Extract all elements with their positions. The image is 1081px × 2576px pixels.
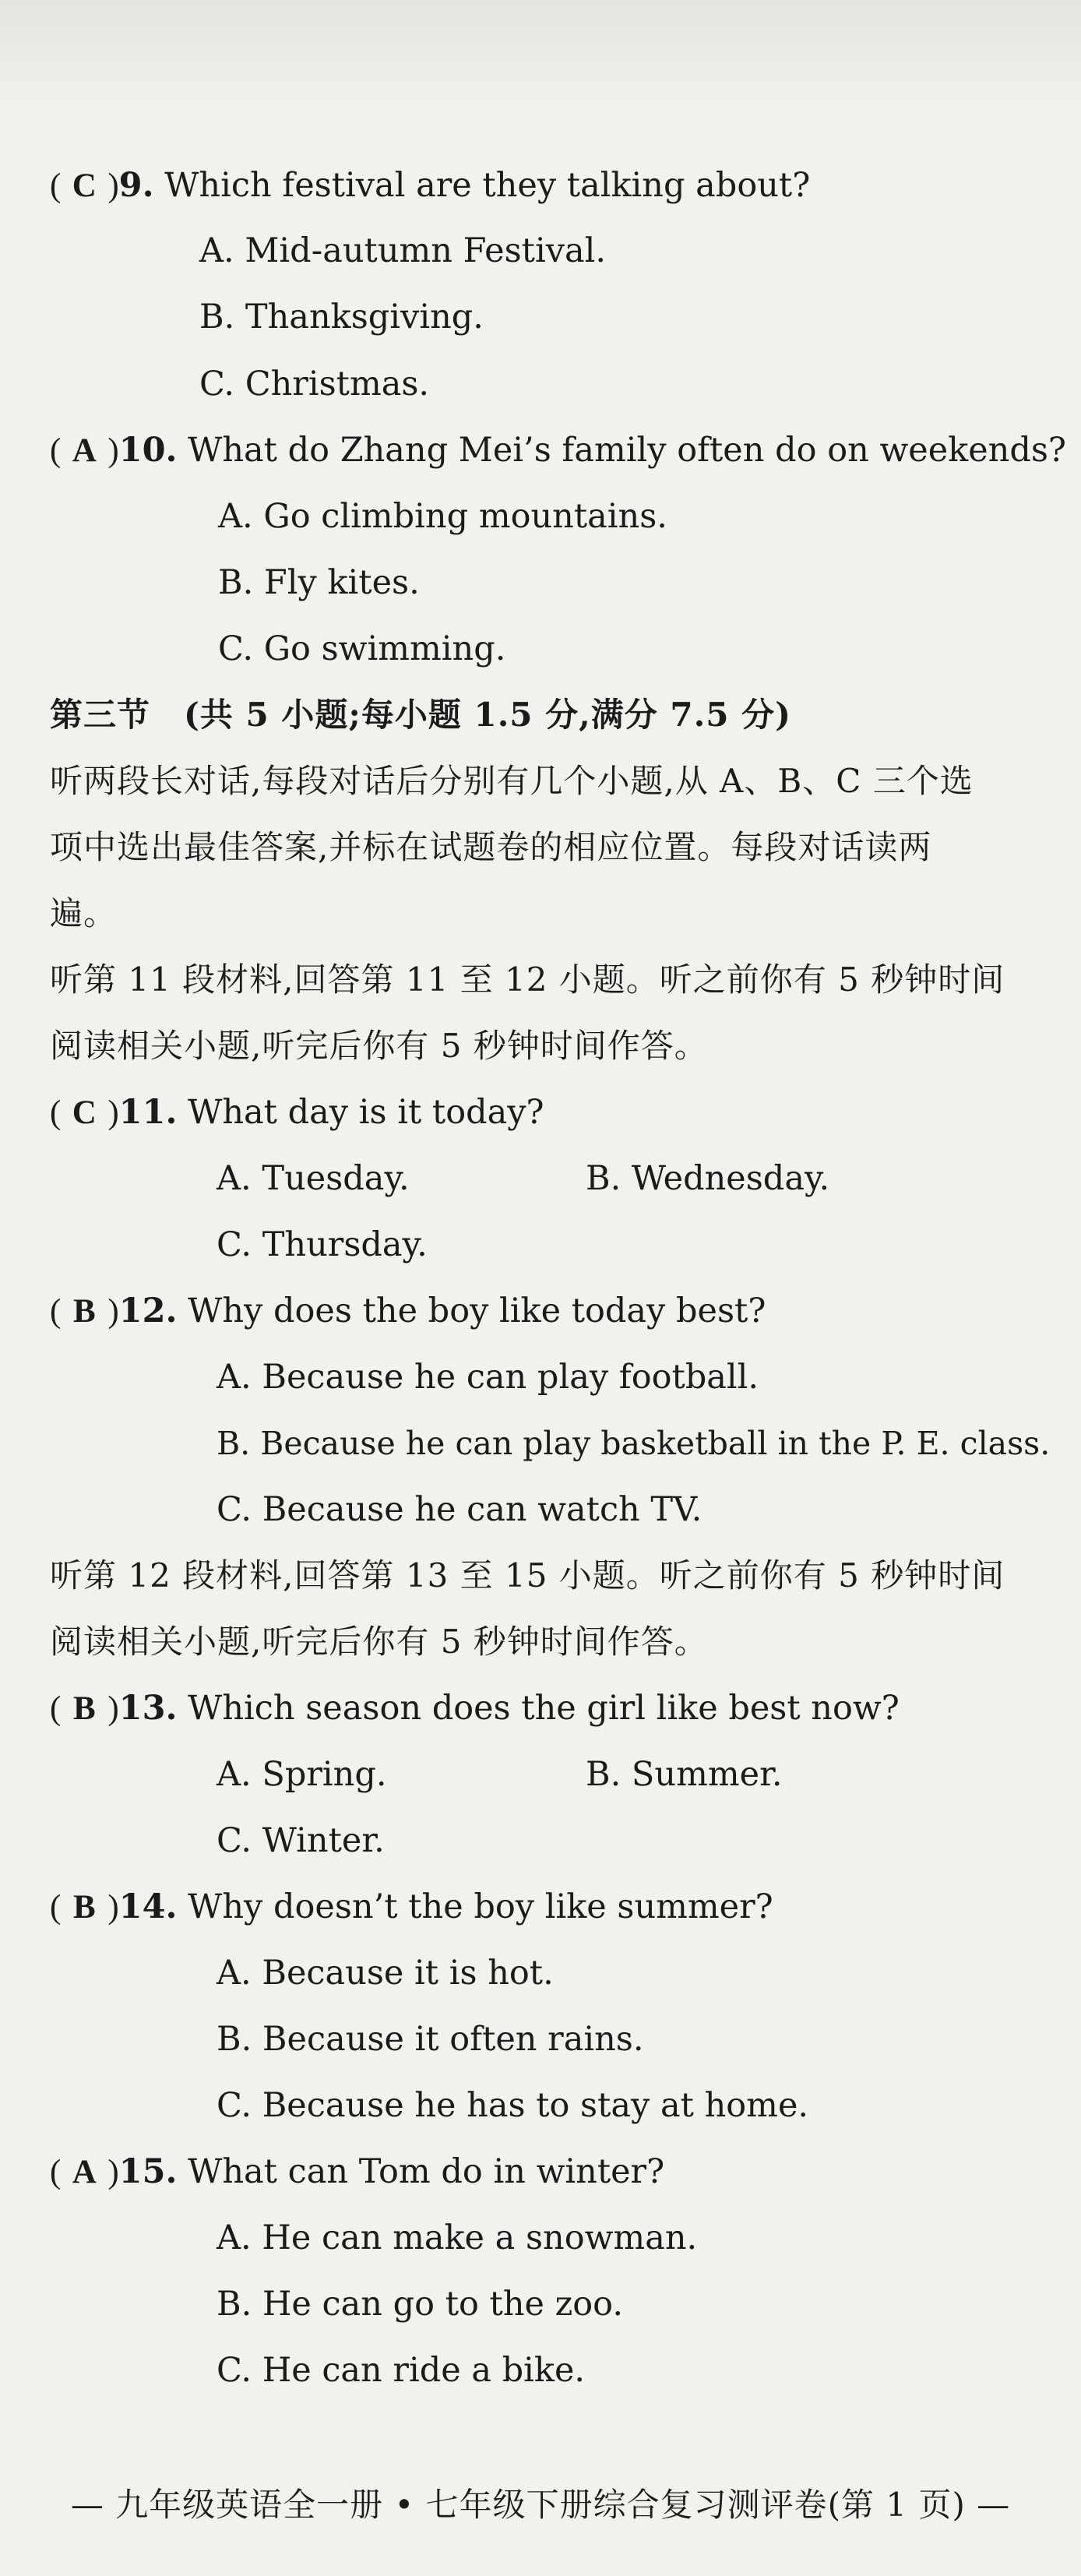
question-text: Why does the boy like today best?	[188, 1292, 766, 1330]
option-14c: C. Because he has to stay at home.	[217, 2086, 809, 2125]
question-text: What do Zhang Mei’s family often do on weekends?	[188, 431, 1066, 470]
option-13b: B. Summer.	[586, 1755, 783, 1794]
answer-13: B	[72, 1690, 96, 1727]
instruction-line: 听两段长对话,每段对话后分别有几个小题,从 A、B、C 三个选	[50, 762, 974, 800]
option-12a: A. Because he can play football.	[217, 1358, 759, 1397]
question-text: Why doesn’t the boy like summer?	[188, 1887, 773, 1926]
answer-14: B	[72, 1889, 96, 1926]
answer-9: C	[72, 167, 97, 204]
question-13: ( B )13. Which season does the girl like best now?	[50, 1680, 900, 1736]
option-10a: A. Go climbing mountains.	[218, 497, 667, 536]
material-12-line: 阅读相关小题,听完后你有 5 秒钟时间作答。	[50, 1623, 708, 1661]
material-12-line: 听第 12 段材料,回答第 13 至 15 小题。听之前你有 5 秒钟时间	[50, 1556, 1005, 1595]
question-12: ( B )12. Why does the boy like today best?	[50, 1283, 766, 1339]
option-15c: C. He can ride a bike.	[217, 2351, 586, 2390]
option-13a: A. Spring.	[217, 1755, 387, 1794]
option-13c: C. Winter.	[217, 1821, 385, 1860]
option-11b: B. Wednesday.	[586, 1159, 830, 1198]
material-11-line: 听第 11 段材料,回答第 11 至 12 小题。听之前你有 5 秒钟时间	[50, 960, 1005, 999]
section-heading: 第三节 (共 5 小题;每小题 1.5 分,满分 7.5 分)	[50, 696, 791, 734]
answer-10: A	[72, 432, 97, 469]
option-11a: A. Tuesday.	[217, 1159, 410, 1198]
option-9a: A. Mid-autumn Festival.	[199, 231, 607, 270]
option-10c: C. Go swimming.	[218, 629, 506, 668]
option-10b: B. Fly kites.	[218, 563, 420, 602]
question-number: 14.	[118, 1887, 178, 1926]
question-number: 12.	[118, 1292, 178, 1330]
option-9c: C. Christmas.	[199, 365, 430, 403]
option-14b: B. Because it often rains.	[217, 2020, 644, 2059]
answer-15: A	[72, 2154, 97, 2190]
material-11-line: 阅读相关小题,听完后你有 5 秒钟时间作答。	[50, 1027, 708, 1065]
question-15: ( A )15. What can Tom do in winter?	[50, 2144, 664, 2200]
option-12b: B. Because he can play basketball in the P. E. class.	[217, 1425, 1051, 1462]
answer-11: C	[72, 1094, 97, 1131]
question-11: ( C )11. What day is it today?	[50, 1084, 544, 1140]
question-14: ( B )14. Why doesn’t the boy like summer?	[50, 1879, 773, 1935]
question-text: Which season does the girl like best now?	[188, 1689, 900, 1728]
question-10: ( A )10. What do Zhang Mei’s family often do on weekends?	[50, 422, 1066, 478]
option-12c: C. Because he can watch TV.	[217, 1490, 702, 1529]
question-number: 9.	[118, 166, 154, 205]
question-text: Which festival are they talking about?	[164, 166, 811, 205]
question-text: What can Tom do in winter?	[188, 2152, 665, 2191]
option-15b: B. He can go to the zoo.	[217, 2285, 623, 2324]
instruction-line: 遍。	[50, 894, 118, 932]
question-number: 13.	[118, 1689, 178, 1728]
option-11c: C. Thursday.	[217, 1225, 428, 1264]
question-text: What day is it today?	[188, 1093, 544, 1132]
question-number: 10.	[118, 431, 178, 470]
instruction-line: 项中选出最佳答案,并标在试题卷的相应位置。每段对话读两	[50, 828, 932, 866]
option-14a: A. Because it is hot.	[217, 1954, 554, 1993]
question-number: 11.	[118, 1093, 178, 1132]
question-9: ( C )9. Which festival are they talking about?	[50, 157, 810, 213]
question-number: 15.	[118, 2152, 178, 2191]
option-15a: A. He can make a snowman.	[217, 2218, 698, 2257]
page-footer: — 九年级英语全一册 • 七年级下册综合复习测评卷(第 1 页) —	[70, 2486, 1011, 2524]
option-9b: B. Thanksgiving.	[199, 298, 484, 337]
answer-12: B	[72, 1293, 96, 1330]
